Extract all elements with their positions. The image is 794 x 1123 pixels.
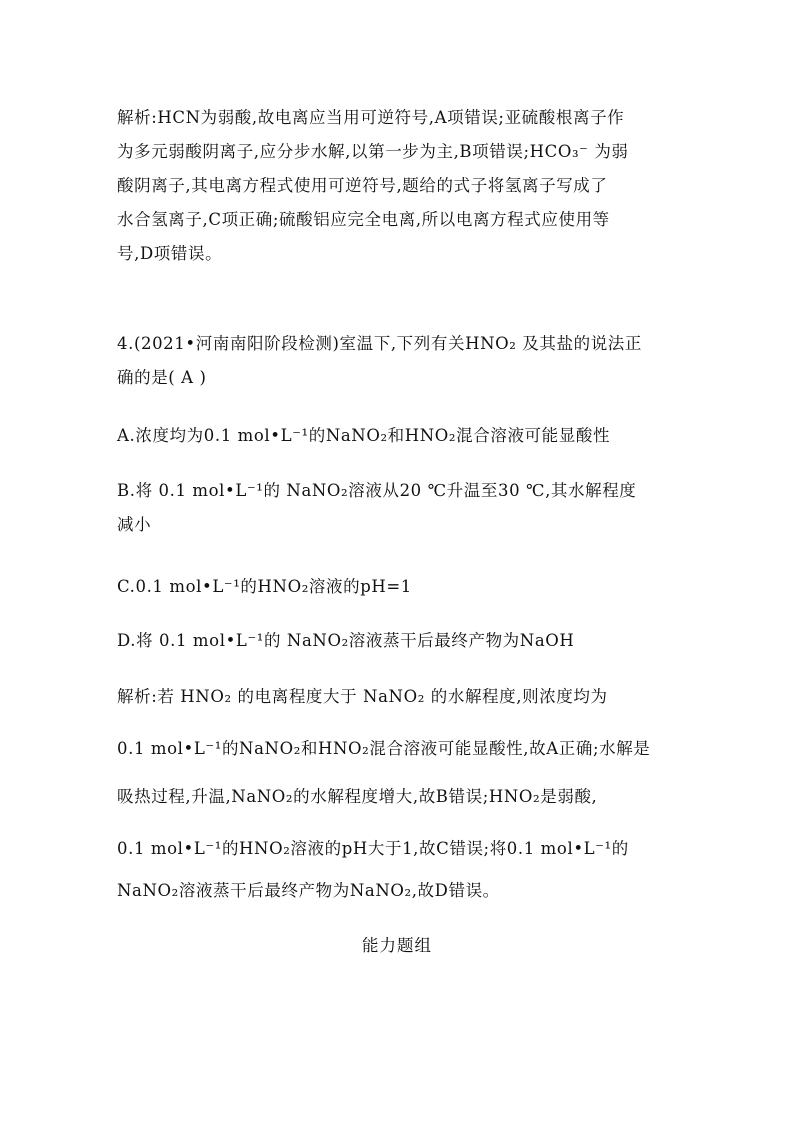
option-d-text: D.将 0.1 mol•L⁻¹的 NaNO₂溶液蒸干后最终产物为NaOH: [117, 631, 575, 650]
option-a-text: A.浓度均为0.1 mol•L⁻¹的NaNO₂和HNO₂混合溶液可能显酸性: [117, 426, 611, 445]
analysis-4-line-4: 0.1 mol•L⁻¹的HNO₂溶液的pH大于1,故C错误;将0.1 mol•L⁻¹的: [117, 839, 629, 858]
option-a: [117, 419, 687, 453]
question-4-stem-line-1: 4.(2021•河南南阳阶段检测)室温下,下列有关HNO₂ 及其盐的说法正: [117, 334, 642, 353]
analysis-3: [117, 101, 687, 271]
option-c: [117, 570, 687, 604]
question-4-stem: [117, 327, 687, 395]
section-title: 能力题组: [362, 936, 432, 955]
analysis-3-line-4: 水合氢离子,C项正确;硫酸铝应完全电离,所以电离方程式应使用等: [117, 210, 610, 229]
analysis-4-line-2: 0.1 mol•L⁻¹的NaNO₂和HNO₂混合溶液可能显酸性,故A正确;水解是: [117, 739, 651, 758]
option-b: [117, 474, 687, 542]
option-b-line-2: 减小: [117, 515, 152, 534]
analysis-4-line-1: 解析:若 HNO₂ 的电离程度大于 NaNO₂ 的水解程度,则浓度均为: [117, 687, 608, 706]
analysis-3-line-3: 酸阴离子,其电离方程式使用可逆符号,题给的式子将氢离子写成了: [117, 176, 608, 195]
analysis-3-line-2: 为多元弱酸阴离子,应分步水解,以第一步为主,B项错误;HCO₃⁻ 为弱: [117, 142, 629, 161]
analysis-3-line-5: 号,D项错误。: [117, 244, 223, 263]
analysis-4-line-3: 吸热过程,升温,NaNO₂的水解程度增大,故B错误;HNO₂是弱酸,: [117, 787, 598, 806]
option-d: [117, 624, 687, 658]
analysis-3-line-1: 解析:HCN为弱酸,故电离应当用可逆符号,A项错误;亚硫酸根离子作: [117, 108, 625, 127]
analysis-4-line-5: NaNO₂溶液蒸干后最终产物为NaNO₂,故D错误。: [117, 881, 500, 900]
question-4-stem-line-2: 确的是( A ): [117, 368, 207, 387]
option-c-text: C.0.1 mol•L⁻¹的HNO₂溶液的pH=1: [117, 577, 412, 596]
analysis-4-body: [117, 732, 687, 814]
analysis-4-line-1-wrap: [117, 680, 687, 714]
analysis-4-tail: [117, 832, 687, 908]
option-b-line-1: B.将 0.1 mol•L⁻¹的 NaNO₂溶液从20 ℃升温至30 ℃,其水解程度: [117, 481, 637, 500]
